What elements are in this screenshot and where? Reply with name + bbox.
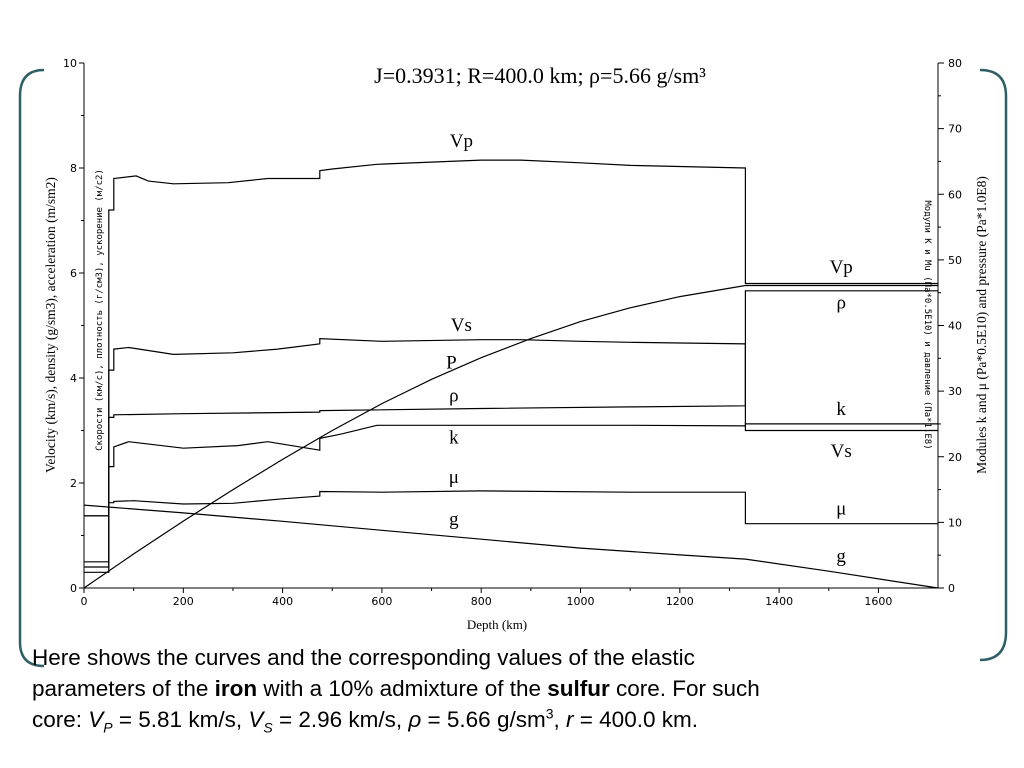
- caption-line-1: [32, 642, 987, 673]
- y-right-tick-label: 60: [948, 188, 962, 202]
- x-tick-label: 1400: [765, 595, 794, 608]
- y-right-tick-label: 30: [948, 385, 962, 399]
- curve-label: ρ: [836, 292, 846, 314]
- caption-r-symbol: r: [566, 707, 574, 732]
- caption-sulfur: sulfur: [547, 676, 610, 701]
- caption-rho-value: = 5.66 g/sm: [421, 707, 546, 732]
- y-right-tick-label: 10: [948, 516, 962, 530]
- y-left-tick-label: 10: [63, 57, 77, 70]
- curve-label: k: [449, 427, 459, 449]
- y-axis-label-right: Modules k and μ (Pa*0.5E10) and pressure (Pa*1.0E8): [974, 176, 989, 474]
- axes: [63, 57, 962, 608]
- caption-rho-symbol: ρ: [408, 707, 422, 732]
- y-right-tick-label: 40: [948, 319, 962, 333]
- x-axis-label: Depth (km): [466, 617, 528, 632]
- curve-label: k: [836, 398, 846, 420]
- y-right-tick-label: 80: [948, 57, 962, 70]
- series-line-ρ: [84, 291, 938, 562]
- curve-label: g: [449, 509, 459, 530]
- x-tick-label: 1200: [665, 595, 694, 608]
- caption-vs-symbol: V: [248, 707, 264, 732]
- series-line-k: [84, 424, 938, 516]
- series-line-Vs: [84, 339, 938, 567]
- x-tick-label: 800: [470, 595, 492, 608]
- caption-r-separator: ,: [553, 707, 567, 732]
- curve-label: g: [836, 545, 846, 567]
- x-tick-label: 1600: [864, 595, 893, 608]
- series-line-g: [84, 505, 938, 588]
- y-axis-label-left-inner: Скорости (км/с), плотность (г/см3), ускорение (м/с2): [95, 169, 105, 451]
- caption: [32, 642, 987, 735]
- caption-line-3: [32, 704, 987, 735]
- curve-label: Vs: [830, 440, 852, 462]
- y-right-tick-label: 0: [948, 582, 955, 595]
- caption-line-1-text: Here shows the curves and the corresponding values of the elastic: [32, 645, 695, 670]
- caption-vp-symbol: V: [88, 707, 104, 732]
- caption-line-2-pre: parameters of the: [32, 676, 215, 701]
- series-line-μ: [84, 491, 938, 524]
- caption-line-3-pre: core:: [32, 707, 89, 732]
- caption-line-2: [32, 673, 987, 704]
- y-right-tick-label: 70: [948, 122, 962, 136]
- annotations-group: [446, 131, 853, 567]
- caption-line-2-mid: with a 10% admixture of the: [257, 676, 548, 701]
- caption-vs-value: = 2.96 km/s,: [272, 707, 409, 732]
- caption-line-2-post: core. For such: [609, 676, 760, 701]
- y-right-tick-label: 20: [948, 450, 962, 464]
- curve-label: ρ: [449, 385, 459, 407]
- y-left-tick-label: 0: [70, 582, 77, 595]
- caption-rho-superscript: 3: [545, 705, 554, 722]
- y-left-tick-label: 8: [70, 162, 77, 175]
- y-axis-label-right-inner: Модули K и Mu (Па*0.5E10) и давление (Па*1.E8): [922, 200, 932, 450]
- x-tick-label: 400: [272, 595, 294, 608]
- series-group: [84, 160, 938, 588]
- x-tick-label: 0: [80, 595, 88, 608]
- y-left-tick-label: 6: [70, 267, 77, 280]
- chart-title: J=0.3931; R=400.0 km; ρ=5.66 g/sm³: [374, 63, 706, 88]
- curve-label: μ: [836, 498, 847, 520]
- curve-label: P: [446, 352, 457, 374]
- curve-label: Vp: [449, 131, 473, 152]
- y-right-tick-label: 50: [948, 253, 962, 267]
- x-tick-label: 1000: [566, 595, 595, 608]
- curve-label: μ: [448, 467, 459, 488]
- caption-r-value: = 400.0 km.: [573, 707, 698, 732]
- series-line-Vp: [84, 160, 938, 572]
- x-tick-label: 600: [371, 595, 393, 608]
- caption-vp-subscript: P: [103, 719, 113, 736]
- x-tick-label: 200: [172, 595, 194, 608]
- caption-iron: iron: [214, 676, 258, 701]
- caption-vp-value: = 5.81 km/s,: [112, 707, 249, 732]
- y-left-tick-label: 2: [70, 477, 77, 490]
- curve-label: Vp: [829, 257, 853, 278]
- y-left-tick-label: 4: [70, 372, 77, 385]
- caption-vs-subscript: S: [263, 719, 273, 736]
- curve-label: Vs: [450, 314, 472, 336]
- y-axis-label-left: Velocity (km/s), density (g/sm3), acceleration (m/sm2): [43, 177, 58, 473]
- series-line-P: [84, 286, 938, 589]
